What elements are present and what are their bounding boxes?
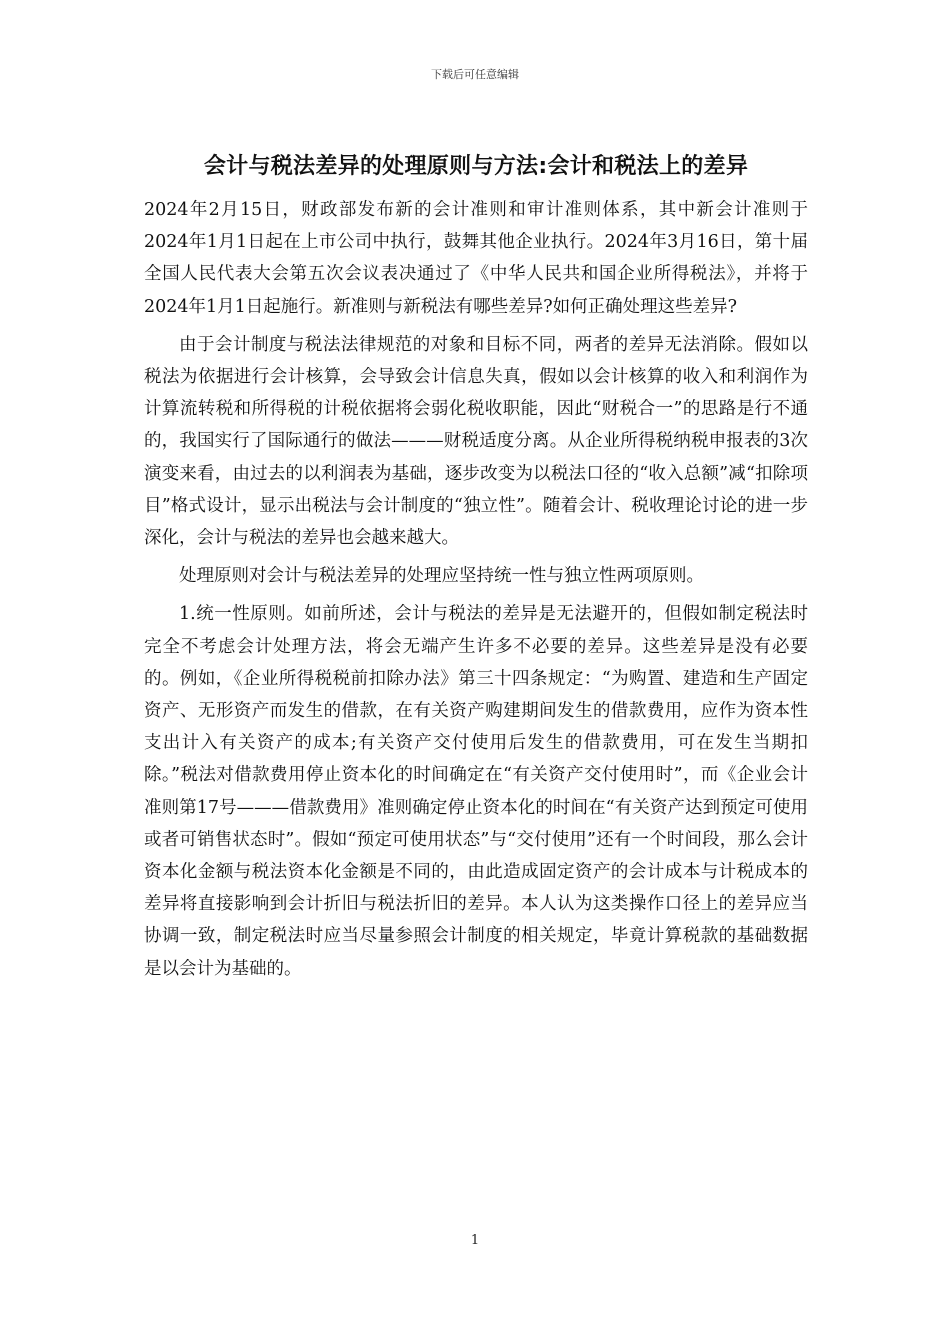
paragraph-principles: 处理原则对会计与税法差异的处理应坚持统一性与独立性两项原则。 [179,566,704,587]
page-number: 1 [470,1233,480,1248]
paragraph-differences: 由于会计制度与税法法律规范的对象和目标不同，两者的差异无法消除。假如以税法为依据进行会计核算，会导致会计信息失真，假如以会计核算的收入和利润作为计算流转税和所得税的计税依据将会弱化税收职能，因此“财税合一”的思路是行不通的，我国实行了国际通行的做法———财税适度分离。从企业所得税纳税申报表的3次演变来看，由过去的以利润表为基础，逐步改变为以税法口径的“收入总额”减“扣除项目”格式设计，显示出税法与会计制度的“独立性”。随着会计、税收理论讨论的进一步深化，会计与税法的差异也会越来越大。 [144,334,808,549]
document-body [144,150,808,991]
page-header: 下载后可任意编辑 [431,68,519,81]
paragraph-unity-principle: 1.统一性原则。如前所述，会计与税法的差异是无法避开的，但假如制定税法时完全不考虑会计处理方法，将会无端产生许多不必要的差异。这些差异是没有必要的。例如，《企业所得税税前扣除办法》第三十四条规定：“为购置、建造和生产固定资产、无形资产而发生的借款，在有关资产购建期间发生的借款费用，应作为资本性支出计入有关资产的成本;有关资产交付使用后发生的借款费用，可在发生当期扣除。”税法对借款费用停止资本化的时间确定在“有关资产交付使用时”，而《企业会计准则第17号———借款费用》准则确定停止资本化的时间在“有关资产达到预定可使用或者可销售状态时”。假如“预定可使用状态”与“交付使用”还有一个时间段，那么会计资本化金额与税法资本化金额是不同的，由此造成固定资产的会计成本与计税成本的差异将直接影响到会计折旧与税法折旧的差异。本人认为这类操作口径上的差异应当协调一致，制定税法时应当尽量参照会计制度的相关规定，毕竟计算税款的基础数据是以会计为基础的。 [144,604,808,979]
paragraph-intro: 2024年2月15日，财政部发布新的会计准则和审计准则体系，其中新会计准则于2024年1月1日起在上市公司中执行，鼓舞其他企业执行。2024年3月16日，第十届全国人民代表大会第五次会议表决通过了《中华人民共和国企业所得税法》，并将于2024年1月1日起施行。新准则与新税法有哪些差异?如何正确处理这些差异? [144,200,808,317]
document-title: 会计与税法差异的处理原则与方法:会计和税法上的差异 [203,154,749,179]
